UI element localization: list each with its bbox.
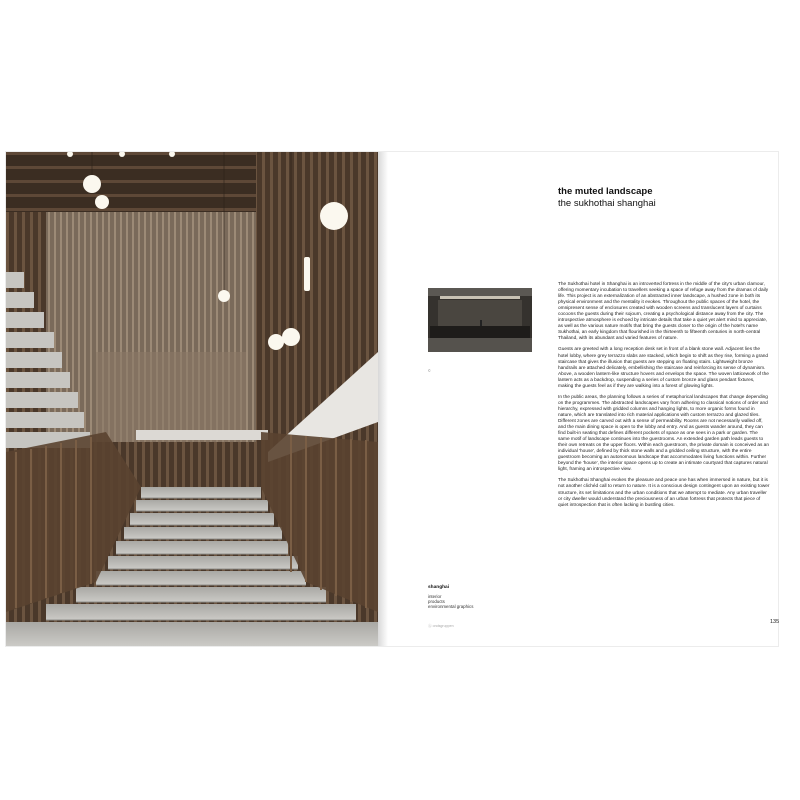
paragraph: Guests are greeted with a long reception desk set in front of a blank stone wall. Adjacent lies the hotel lobby, where grey terrazzo slabs are stacked, which begin to shift as they rise, forming a grand staircase that gives the illusion that guests are stepping on floating stairs. Lightweight bronze handrails are attached delicately, embellishing the staircase and reinforcing its sense of dynamism. Above, a wooden lantern-like structure hovers and envelops the space. The woven latticework of the lantern acts as a backdrop, suspending a series of custom bronze and glass pendant fixtures, making the guests feel as if they are walking into a forest of glowing lights. <box>558 347 769 389</box>
project-tag: products <box>428 599 445 605</box>
project-meta <box>428 585 473 610</box>
reception-illustration <box>428 288 532 352</box>
page-number: 135 <box>770 619 780 625</box>
reception-thumbnail-photo <box>428 288 532 352</box>
right-page <box>388 152 778 646</box>
paragraph: The Sukhothai hotel in Shanghai is an introverted fortress in the middle of the city's urban clamour, offering momentary incubation to travellers seeking a space of refuge away from the dramas of daily life. This project is an externalization of an abstracted inner landscape, a hushed zone in both its physical environment and the mentality it evokes. Throughout the public spaces of the hotel, the omnipresent sense of enclosures created with wooden screens and translucent layers of curtains cocoons the guests during their sojourn, creating a psychological distance away from the city. The introspective atmosphere is echoed by intricate details that take a quiet yet alert mind to appreciate, as well as the various nature motifs that bring the guests closer to the origin of the hotel's name Sukhothai, an early kingdom that flourished in the thirteenth to fifteenth centuries in north-central Thailand, with its abundant and varied features of nature. <box>558 282 769 342</box>
paragraph: In the public areas, the planning follows a series of metaphorical landscapes that change depending on the programmes. The abstracted landscapes vary from adhering to classical notions of order and hierarchy, expressed with gridded columns and hanging lights, to more organic forms found in nature, which are translated into rich material applications with custom terrazzo and glazed tiles. Different zones are carved out with a sense of permeability. Rooms are not necessarily walled off, and the main dining space is open to the lobby and entry. And as guests wander around, they can find built-in seating that defines different pockets of space as one sees in a park or garden. The same motif of landscape continues into the guestrooms. An extended garden path leads guests to their own retreats on the upper floors. Within each guestroom, the private domain is conceived as an individual 'house', defined by thick stone walls and a gridded ceiling structure, with the entire guestroom becoming an autonomous landscape that accommodates living functions within. Further beyond the 'house', the interior space opens up to create an intimate courtyard that captures natural light, framing an introspective view. <box>558 394 769 473</box>
staircase-illustration <box>6 152 378 646</box>
title-block <box>558 186 656 210</box>
staircase-lobby-photo <box>6 152 378 646</box>
book-spread <box>6 152 778 646</box>
project-location: shanghai <box>428 585 450 590</box>
thumbnail-caption: © <box>428 369 431 373</box>
project-tag: interior <box>428 594 442 599</box>
body-text <box>558 282 770 514</box>
paragraph: The Sukhothai Shanghai evokes the pleasure and peace one has when immersed in nature, but it is not another clichéd call to return to nature. It is a conscious design contingent upon an existing tower structure, its set limitations and the urban conditions that we attempt to mediate. Any urban traveller or city dweller would understand the preciousness of an urban fortress that protects that piece of quiet introspection that is often lacking in bustling cities. <box>558 478 770 508</box>
article-subtitle: the sukhothai shanghai <box>558 198 656 209</box>
footer-credit: Ⓐ ondsgruppen <box>428 624 454 628</box>
article-title: the muted landscape <box>558 186 653 197</box>
book-gutter <box>378 152 388 646</box>
project-tag: environmental graphics <box>428 604 474 610</box>
